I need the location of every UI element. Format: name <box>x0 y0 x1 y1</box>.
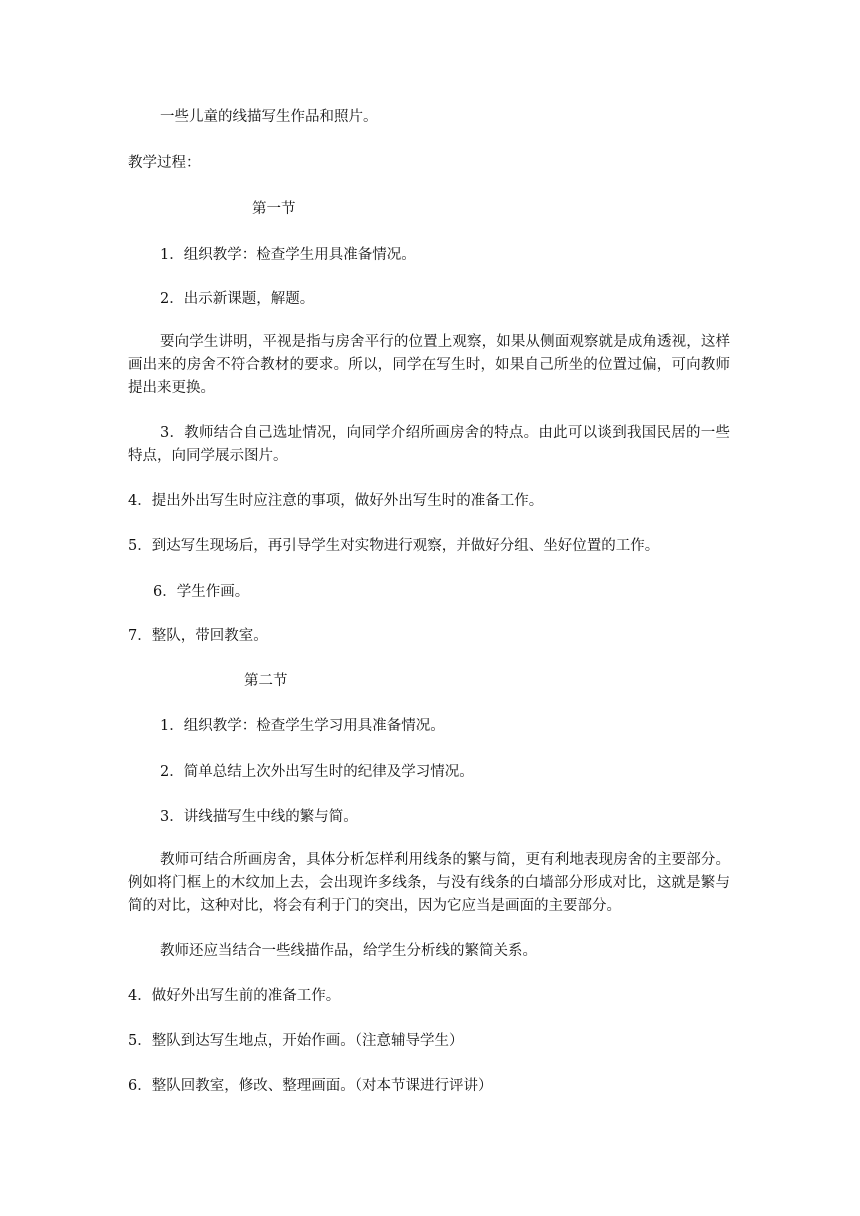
section1-item6: 6．学生作画。 <box>153 584 250 600</box>
section1-item3: 3．教师结合自己选址情况，向同学介绍所画房舍的特点。由此可以谈到我国民居的一些特点，向同学展示图片。 <box>128 425 730 464</box>
section2-paragraph: 教师可结合所画房舍，具体分析怎样利用线条的繁与简，更有利地表现房舍的主要部分。例如将门框上的木纹加上去，会出现许多线条，与没有线条的白墙部分形成对比，这就是繁与简的对比，这种对比，将会有利于门的突出，因为它应当是画面的主要部分。 <box>128 852 730 914</box>
section1-item5: 5．到达写生现场后，再引导学生对实物进行观察，并做好分组、坐好位置的工作。 <box>128 538 660 554</box>
section2-title: 第二节 <box>244 673 288 689</box>
section2-item5: 5．整队到达写生地点，开始作画。（注意辅导学生） <box>128 1033 464 1049</box>
section1-paragraph: 要向学生讲明，平视是指与房舍平行的位置上观察，如果从侧面观察就是成角透视，这样画出来的房舍不符合教材的要求。所以，同学在写生时，如果自己所坐的位置过偏，可向教师提出来更换。 <box>128 334 730 396</box>
section2-paragraph2: 教师还应当结合一些线描作品，给学生分析线的繁简关系。 <box>160 943 537 959</box>
section2-item6: 6．整队回教室，修改、整理画面。（对本节课进行评讲） <box>128 1078 493 1094</box>
section1-item7: 7．整队，带回教室。 <box>128 628 268 644</box>
process-heading: 教学过程： <box>128 155 201 171</box>
section1-item1: 1．组织教学：检查学生用具准备情况。 <box>160 247 416 263</box>
section2-item1: 1．组织教学：检查学生学习用具准备情况。 <box>160 718 445 734</box>
section1-item4: 4．提出外出写生时应注意的事项，做好外出写生时的准备工作。 <box>128 493 544 509</box>
section2-item2: 2．简单总结上次外出写生时的纪律及学习情况。 <box>160 764 474 780</box>
section2-item3: 3．讲线描写生中线的繁与简。 <box>160 809 358 825</box>
materials-line: 一些儿童的线描写生作品和照片。 <box>160 109 378 125</box>
section1-item2: 2．出示新课题，解题。 <box>160 291 315 307</box>
section1-title: 第一节 <box>252 201 296 217</box>
section2-item4: 4．做好外出写生前的准备工作。 <box>128 988 341 1004</box>
